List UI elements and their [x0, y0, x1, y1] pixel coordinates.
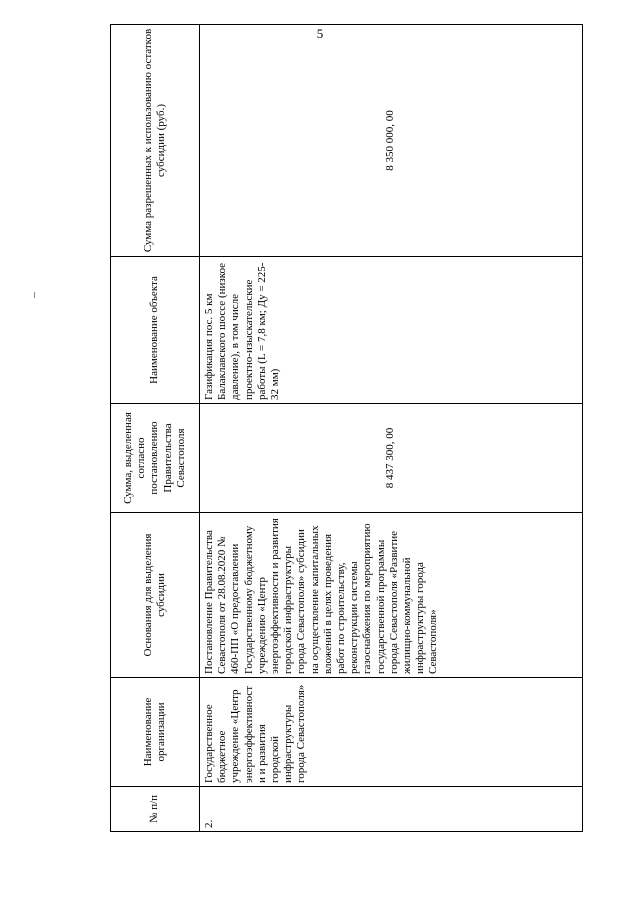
cell-permitted: 8 350 000, 00	[200, 25, 583, 257]
header-num: № п/п	[111, 787, 200, 832]
subsidy-table-rotated	[110, 28, 575, 832]
header-organization: Наименование организации	[111, 678, 200, 787]
table-row	[200, 25, 583, 832]
header-object: Наименование объекта	[111, 257, 200, 404]
page-number: 5	[316, 26, 324, 41]
cell-basis: Постановление Правительства Севастополя от 28.08.2020 № 460-ПП «О предоставлении Государственному бюджетному учреждению «Центр энергоэффективности и развития городской инфраструктуры города Севастополя» субсидии на осуществление капитальных вложений в целях проведения работ по строительству, реконструкции системы газоснабжения по мероприятию государственной программы города Севастополя «Развитие жилищно-коммунальной инфраструктуры города Севастополя»	[200, 513, 583, 678]
header-permitted: Сумма разрешенных к использованию остатков субсидии (руб.)	[111, 25, 200, 257]
header-basis: Основания для выделения субсидии	[111, 513, 200, 678]
cell-organization: Государственное бюджетное учреждение «Центр энергоэффективности и развития городской инфраструктуры города Севастополя»	[200, 678, 583, 787]
cell-allocated: 8 437 300, 00	[200, 404, 583, 513]
scan-mark	[34, 292, 35, 298]
cell-num: 2.	[200, 787, 583, 832]
cell-object: Газификация пос. 5 км Балаклавского шоссе (низкое давление), в том числе проектно-изыскательские работы (L = 7,8 км; Ду = 225-32 мм)	[200, 257, 583, 404]
table-header-row	[111, 25, 200, 832]
header-allocated: Сумма, выделенная согласно постановлению Правительства Севастополя	[111, 404, 200, 513]
subsidy-table	[110, 24, 583, 832]
